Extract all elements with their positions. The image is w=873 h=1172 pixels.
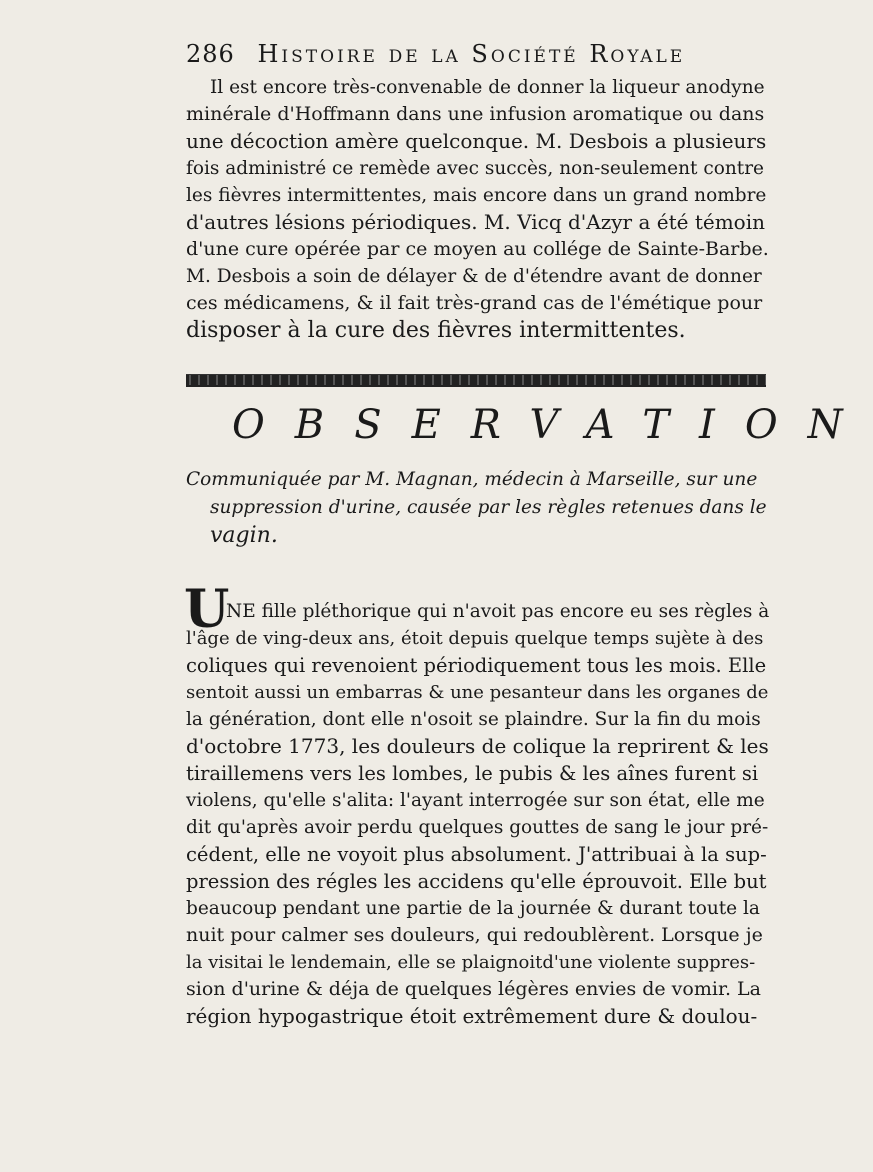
first-line-rest: fille pléthorique qui n'avoit pas encore eu ses règles à [261,601,770,622]
text-line: d'une cure opérée par ce moyen au collége de Sainte-Barbe. [186,238,769,260]
text-line: nuit pour calmer ses douleurs, qui redoublèrent. Lorsque je [186,924,763,946]
text-line: cédent, elle ne voyoit plus absolument. J'attribuai à la sup- [186,843,767,866]
running-title: Histoire de la Société Royale [257,40,686,68]
text-line: région hypogastrique étoit extrêmement dure & doulou- [186,1004,758,1028]
text-line: ces médicamens, & il fait très-grand cas de l'émétique pour [186,292,763,314]
text-line: coliques qui revenoient périodiquement tous les mois. Elle [186,654,767,677]
first-word-smallcaps: NE [226,601,256,622]
text-line: l'âge de ving-deux ans, étoit depuis quelque temps sujète à des [186,628,764,649]
page-number: 286 [186,40,235,68]
running-header [186,40,766,68]
text-line: minérale d'Hoffmann dans une infusion aromatique ou dans [186,103,765,125]
text-line: tiraillemens vers les lombes, le pubis & les aînes furent si [186,762,759,785]
text-line: beaucoup pendant une partie de la journée & durant toute la [186,898,760,919]
text-line: la génération, dont elle n'osoit se plaindre. Sur la fin du mois [186,709,761,730]
subtitle-line: vagin. [210,523,278,548]
text-line: disposer à la cure des fièvres intermittentes. [186,318,686,343]
text-line: violens, qu'elle s'alita: l'ayant interrogée sur son état, elle me [186,790,765,811]
drop-cap: U [184,579,230,640]
text-line: dit qu'après avoir perdu quelques gouttes de sang le jour pré- [186,817,769,838]
text-line: les fièvres intermittentes, mais encore dans un grand nombre [186,185,767,206]
text-line: sentoit aussi un embarras & une pesanteur dans les organes de [186,682,769,703]
text-line: Il est encore très-convenable de donner la liqueur anodyne [210,77,765,98]
text-line [226,598,769,625]
subtitle-line: suppression d'urine, causée par les règles retenues dans le [210,497,767,518]
text-line: sion d'urine & déja de quelques légères envies de vomir. La [186,978,761,1000]
text-line: pression des régles les accidens qu'elle éprouvoit. Elle but [186,870,767,893]
text-line: la visitai le lendemain, elle se plaignoitd'une violente suppres- [186,952,756,973]
text-line: d'autres lésions périodiques. M. Vicq d'Azyr a été témoin [186,210,765,234]
text-line: M. Desbois a soin de délayer & de d'étendre avant de donner [186,266,762,287]
ornamental-rule [186,374,766,387]
section-heading: OBSERVATION [232,402,873,448]
text-line: une décoction amère quelconque. M. Desbois a plusieurs [186,129,767,153]
subtitle-line: Communiquée par M. Magnan, médecin à Marseille, sur une [186,469,758,490]
text-line: fois administré ce remède avec succès, non-seulement contre [186,158,764,179]
text-line: d'octobre 1773, les douleurs de colique la reprirent & les [186,734,769,758]
